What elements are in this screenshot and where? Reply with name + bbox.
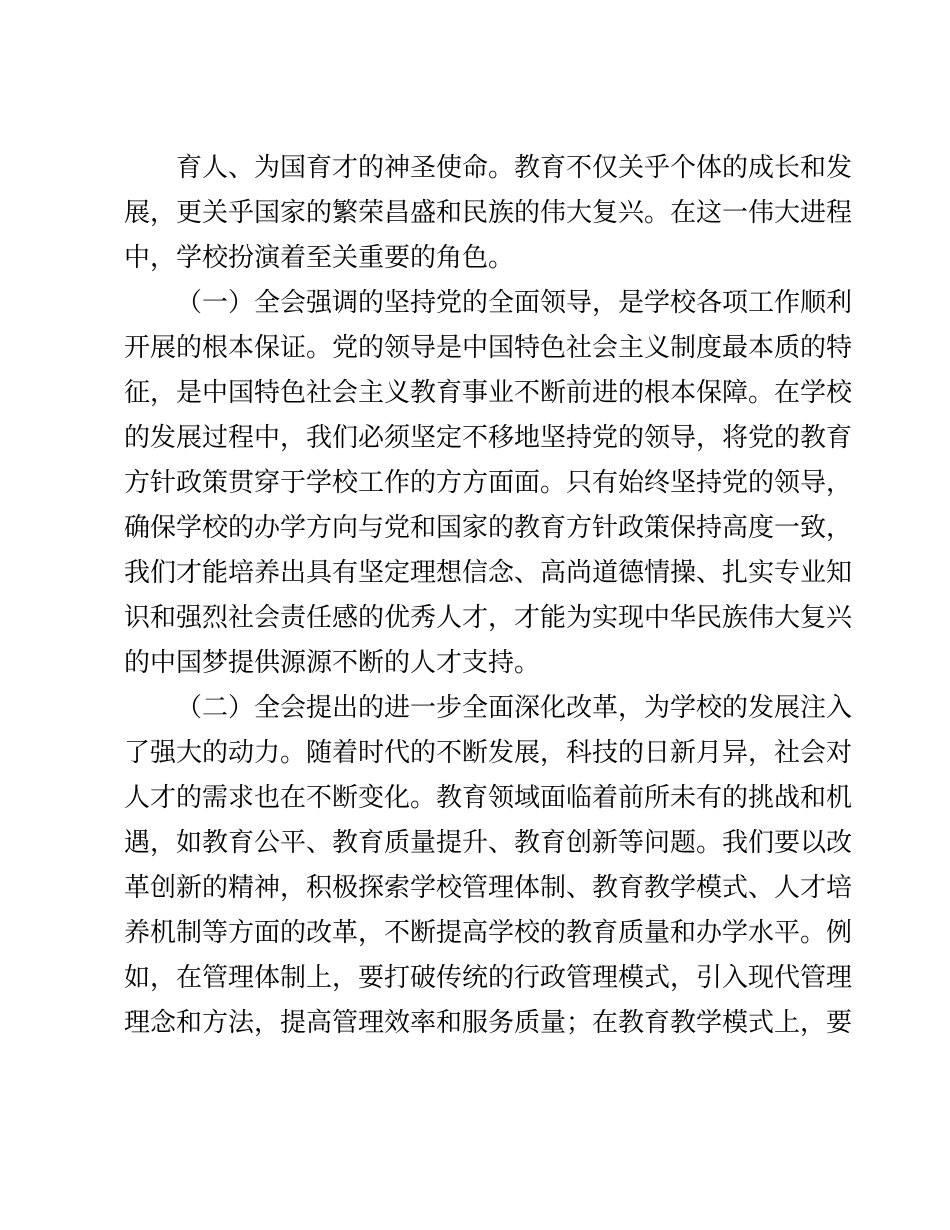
text-line: 的发展过程中，我们必须坚定不移地坚持党的领导，将党的教育	[124, 423, 853, 453]
text-line: 如，在管理体制上，要打破传统的行政管理模式，引入现代管理	[124, 963, 853, 993]
body-text	[124, 146, 853, 1046]
text-line: 育人、为国育才的神圣使命。教育不仅关乎个体的成长和发	[176, 153, 853, 183]
text-line: 了强大的动力。随着时代的不断发展，科技的日新月异，社会对	[124, 738, 853, 768]
text-line: 人才的需求也在不断变化。教育领域面临着前所未有的挑战和机	[124, 783, 853, 813]
text-line: 中，学校扮演着至关重要的角色。	[124, 243, 515, 273]
text-line: 理念和方法，提高管理效率和服务质量；在教育教学模式上，要	[124, 1008, 853, 1038]
text-line: 开展的根本保证。党的领导是中国特色社会主义制度最本质的特	[124, 333, 853, 363]
paragraph-intro	[124, 146, 853, 281]
text-line: （二）全会提出的进一步全面深化改革，为学校的发展注入	[176, 693, 853, 723]
text-line: 展，更关乎国家的繁荣昌盛和民族的伟大复兴。在这一伟大进程	[124, 198, 853, 228]
text-line: （一）全会强调的坚持党的全面领导，是学校各项工作顺利	[176, 288, 853, 318]
text-line: 的中国梦提供源源不断的人才支持。	[124, 648, 541, 678]
text-line: 我们才能培养出具有坚定理想信念、高尚道德情操、扎实专业知	[124, 558, 853, 588]
text-line: 革创新的精神，积极探索学校管理体制、教育教学模式、人才培	[124, 873, 853, 903]
paragraph-section-one	[124, 281, 853, 686]
text-line: 识和强烈社会责任感的优秀人才，才能为实现中华民族伟大复兴	[124, 603, 853, 633]
text-line: 养机制等方面的改革，不断提高学校的教育质量和办学水平。例	[124, 918, 853, 948]
paragraph-section-two	[124, 686, 853, 1046]
text-line: 征，是中国特色社会主义教育事业不断前进的根本保障。在学校	[124, 378, 853, 408]
text-line: 确保学校的办学方向与党和国家的教育方针政策保持高度一致，	[124, 513, 853, 543]
text-line: 方针政策贯穿于学校工作的方方面面。只有始终坚持党的领导，	[124, 468, 853, 498]
text-line: 遇，如教育公平、教育质量提升、教育创新等问题。我们要以改	[124, 828, 853, 858]
